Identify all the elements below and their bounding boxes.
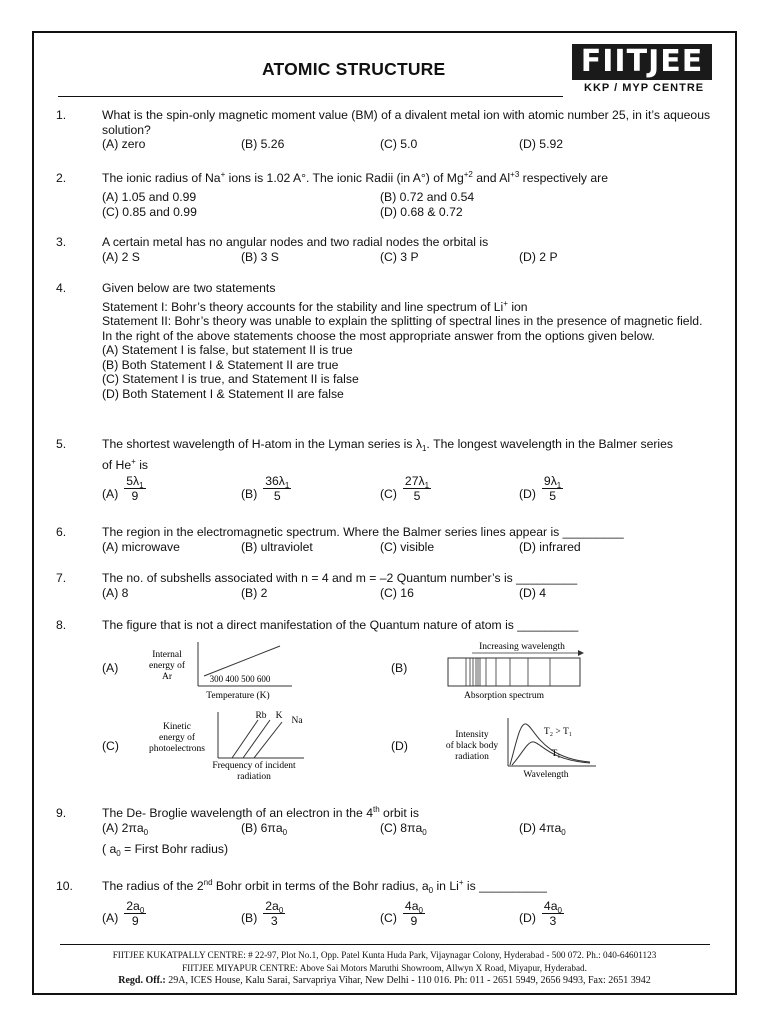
option-a: (A) 8 <box>102 585 129 600</box>
option-d: (D) $\frac{9\lambda_1}{5}$ <box>519 474 562 503</box>
question-number: 10. <box>56 879 73 893</box>
figd-ylabel-3: radiation <box>455 752 489 762</box>
option-b: (B) 2 <box>241 585 268 600</box>
figc-label-rb: Rb <box>255 711 267 721</box>
question-text-cont: of He+ is <box>102 456 148 472</box>
statement-2: Statement II: Bohr’s theory was unable to explain the splitting of spectral lines in the presence of magnetic field. <box>102 314 703 328</box>
fiitjee-logo: FIITJEE <box>572 44 712 80</box>
figd-ylabel-2: of black body <box>445 741 499 751</box>
option-c: (C) $\frac{27\lambda_1}{5}$ <box>380 474 430 503</box>
option-a: (A) $\frac{2a_0}{9}$ <box>102 898 145 928</box>
option-a: (A) 1.05 and 0.99 <box>102 189 197 204</box>
footer-line-2: FIITJEE MIYAPUR CENTRE: Above Sai Motors Maruthi Showroom, Allwyn X Road, Miyapur, Hyderabad. <box>182 963 587 973</box>
option-a: (A) zero <box>102 137 146 151</box>
figc-xlabel-1: Frequency of incident <box>212 761 296 771</box>
statement-1: Statement I: Bohr’s theory accounts for the stability and line spectrum of Li+ ion <box>102 298 528 314</box>
option-d: (D) 2 P <box>519 249 558 264</box>
option-c: (C) 5.0 <box>380 137 418 151</box>
option-a: (A) Statement I is false, but statement II is true <box>102 343 353 357</box>
question-text: The figure that is not a direct manifestation of the Quantum nature of atom is _________ <box>102 618 579 632</box>
figure-a-internal-energy <box>140 640 300 702</box>
option-b: (B) $\frac{36\lambda_1}{5}$ <box>241 474 290 503</box>
option-d: (D) $4\pi a_0$ <box>519 820 566 837</box>
option-c: (C) 16 <box>380 585 414 600</box>
figa-ylabel-3: Ar <box>161 672 173 682</box>
option-c: (C) <box>102 739 119 753</box>
option-c: (C) $\frac{4a_0}{9}$ <box>380 898 423 928</box>
option-c: (C) 0.85 and 0.99 <box>102 204 197 219</box>
question-note: ( $a_0$ = First Bohr radius) <box>102 841 229 858</box>
footer-divider <box>60 944 710 945</box>
figa-xlabel: Temperature (K) <box>206 691 270 701</box>
question-text: What is the spin-only magnetic moment value (BM) of a divalent metal ion with atomic number 25, in it’s aqueous solution? <box>102 108 711 137</box>
option-b: (B) <box>391 661 408 675</box>
title-underline <box>58 96 563 97</box>
question-text: The radius of the 2nd Bohr orbit in terms of the Bohr radius, $a_0$ in Li+ is __________ <box>102 878 547 895</box>
options <box>102 586 716 601</box>
option-b: (B) $\frac{2a_0}{3}$ <box>241 898 284 928</box>
option-a: (A) $2\pi a_0$ <box>102 820 149 837</box>
question-text: The no. of subshells associated with n = 4 and m = –2 Quantum number’s is _________ <box>102 571 578 585</box>
question-text: The De- Broglie wavelength of an electron in the 4th orbit is <box>102 805 419 820</box>
figa-ylabel-1: Internal <box>152 650 182 660</box>
question-number: 1. <box>56 108 67 122</box>
options <box>102 474 716 508</box>
option-b: (B) 3 S <box>241 249 279 264</box>
options <box>102 821 716 836</box>
figc-ylabel-1: Kinetic <box>163 722 191 732</box>
question-text: The shortest wavelength of H-atom in the Lyman series is $\lambda_1$. The longest wavelength in the Balmer series <box>102 437 673 453</box>
options <box>102 190 716 205</box>
option-a: (A) 2 S <box>102 249 140 264</box>
option-d: (D) <box>391 739 408 753</box>
option-d: (D) Both Statement I & Statement II are false <box>102 386 344 401</box>
figd-t1-label: T₁ <box>551 749 561 759</box>
figure-b-absorption-spectrum <box>440 638 585 702</box>
option-b: (B) Both Statement I & Statement II are true <box>102 357 339 372</box>
figd-xlabel: Wavelength <box>523 770 569 780</box>
question-number: 5. <box>56 437 67 451</box>
question-text: A certain metal has no angular nodes and two radial nodes the orbital is <box>102 235 489 249</box>
option-a: (A) $\frac{5\lambda_1}{9}$ <box>102 474 144 503</box>
options <box>102 137 716 152</box>
question-number: 3. <box>56 235 67 249</box>
figd-t2-label: T₂ > T₁ <box>543 727 573 737</box>
figb-top-label: Increasing wavelength <box>479 642 565 652</box>
option-b: (B) ultraviolet <box>241 539 313 554</box>
options <box>102 250 716 265</box>
option-d: (D) infrared <box>519 539 581 554</box>
question-intro: Given below are two statements <box>102 281 276 295</box>
footer-line-3: Regd. Off.: 29A, ICES House, Kalu Sarai, Sarvapriya Vihar, New Delhi - 110 016. Ph: 011 - 2651 5949, 2656 9493, Fax: 2651 3942 <box>118 975 651 986</box>
option-d: (D) 5.92 <box>519 137 564 151</box>
option-c: (C) $8\pi a_0$ <box>380 820 427 837</box>
figb-bottom-label: Absorption spectrum <box>464 691 544 701</box>
option-c: (C) Statement I is true, and Statement II is false <box>102 372 359 386</box>
option-a: (A) microwave <box>102 539 180 554</box>
options <box>102 899 716 933</box>
question-number: 9. <box>56 806 67 820</box>
figure-d-black-body <box>440 714 600 782</box>
figc-xlabel-2: radiation <box>237 772 271 782</box>
figc-label-na: Na <box>291 716 303 726</box>
figc-ylabel-2: energy of <box>159 733 195 743</box>
figc-ylabel-3: photoelectrons <box>149 744 205 754</box>
question-text: The ionic radius of Na+ ions is 1.02 A°. The ionic Radii (in A°) of $Mg^{+2}$ and $Al^{+3}$ respectively are <box>102 170 608 185</box>
figure-c-photoelectric <box>140 706 310 784</box>
question-number: 7. <box>56 571 67 585</box>
option-b: (B) 0.72 and 0.54 <box>380 189 475 204</box>
question-text: The region in the electromagnetic spectrum. Where the Balmer series lines appear is _________ <box>102 525 624 539</box>
option-b: (B) 5.26 <box>241 137 285 151</box>
page-title: ATOMIC STRUCTURE <box>262 59 446 79</box>
question-number: 4. <box>56 281 67 295</box>
option-d: (D) $\frac{4a_0}{3}$ <box>519 898 562 928</box>
option-c: (C) 3 P <box>380 249 419 264</box>
logo-subtitle: KKP / MYP CENTRE <box>584 82 705 94</box>
question-number: 8. <box>56 618 67 632</box>
question-number: 6. <box>56 525 67 539</box>
option-b: (B) $6\pi a_0$ <box>241 820 288 837</box>
option-d: (D) 0.68 & 0.72 <box>380 204 463 219</box>
question-number: 2. <box>56 171 67 185</box>
options <box>102 205 716 220</box>
footer-line-1: FIITJEE KUKATPALLY CENTRE: # 22-97, Plot No.1, Opp. Patel Kunta Huda Park, Vijaynagar Colony, Hyderabad - 500 072. Ph.: 040-64601123 <box>112 950 657 960</box>
options <box>102 540 716 555</box>
figa-ylabel-2: energy of <box>149 661 185 671</box>
figd-ylabel-1: Intensity <box>455 730 489 740</box>
option-a: (A) <box>102 661 119 675</box>
figc-label-k: K <box>275 711 283 721</box>
figa-ticks: 300 400 500 600 <box>209 674 271 684</box>
question-ask: In the right of the above statements choose the most appropriate answer from the options given below. <box>102 328 655 343</box>
option-c: (C) visible <box>380 539 435 554</box>
option-d: (D) 4 <box>519 585 547 600</box>
